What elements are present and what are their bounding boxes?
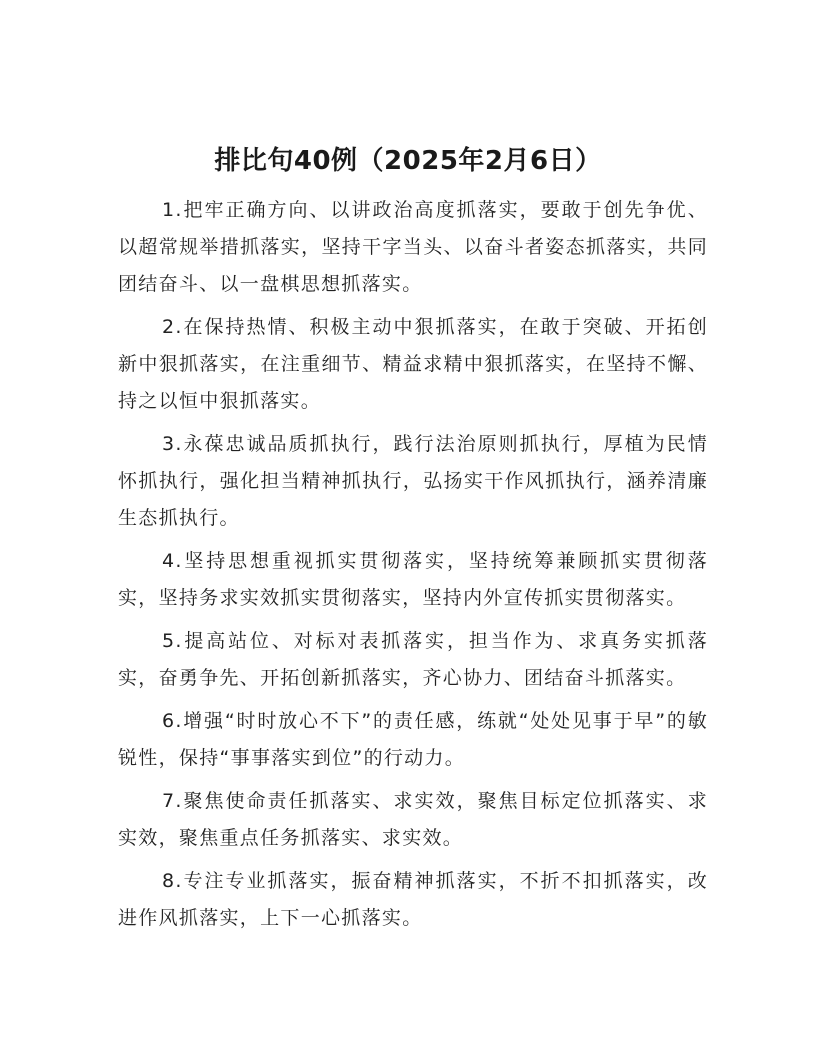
paragraph-3: 3.永葆忠诚品质抓执行，践行法治原则抓执行，厚植为民情怀抓执行，强化担当精神抓执行，弘扬实干作风抓执行，涵养清廉生态抓执行。 [118, 433, 708, 529]
document-title: 排比句40例（2025年2月6日） [214, 146, 602, 176]
paragraph-2: 2.在保持热情、积极主动中狠抓落实，在敢于突破、开拓创新中狠抓落实，在注重细节、精益求精中狠抓落实，在坚持不懈、持之以恒中狠抓落实。 [118, 316, 708, 412]
paragraph-6: 6.增强“时时放心不下”的责任感，练就“处处见事于早”的敏锐性，保持“事事落实到位”的行动力。 [118, 710, 708, 769]
document-body [118, 192, 708, 943]
paragraph-8: 8.专注专业抓落实，振奋精神抓落实，不折不扣抓落实，改进作风抓落实，上下一心抓落实。 [118, 870, 708, 929]
paragraph-5: 5.提高站位、对标对表抓落实，担当作为、求真务实抓落实，奋勇争先、开拓创新抓落实，齐心协力、团结奋斗抓落实。 [118, 630, 708, 689]
paragraph-1: 1.把牢正确方向、以讲政治高度抓落实，要敢于创先争优、以超常规举措抓落实，坚持干字当头、以奋斗者姿态抓落实，共同团结奋斗、以一盘棋思想抓落实。 [118, 199, 708, 295]
paragraph-7: 7.聚焦使命责任抓落实、求实效，聚焦目标定位抓落实、求实效，聚焦重点任务抓落实、求实效。 [118, 790, 708, 849]
paragraph-4: 4.坚持思想重视抓实贯彻落实，坚持统筹兼顾抓实贯彻落实，坚持务求实效抓实贯彻落实，坚持内外宣传抓实贯彻落实。 [118, 550, 708, 609]
